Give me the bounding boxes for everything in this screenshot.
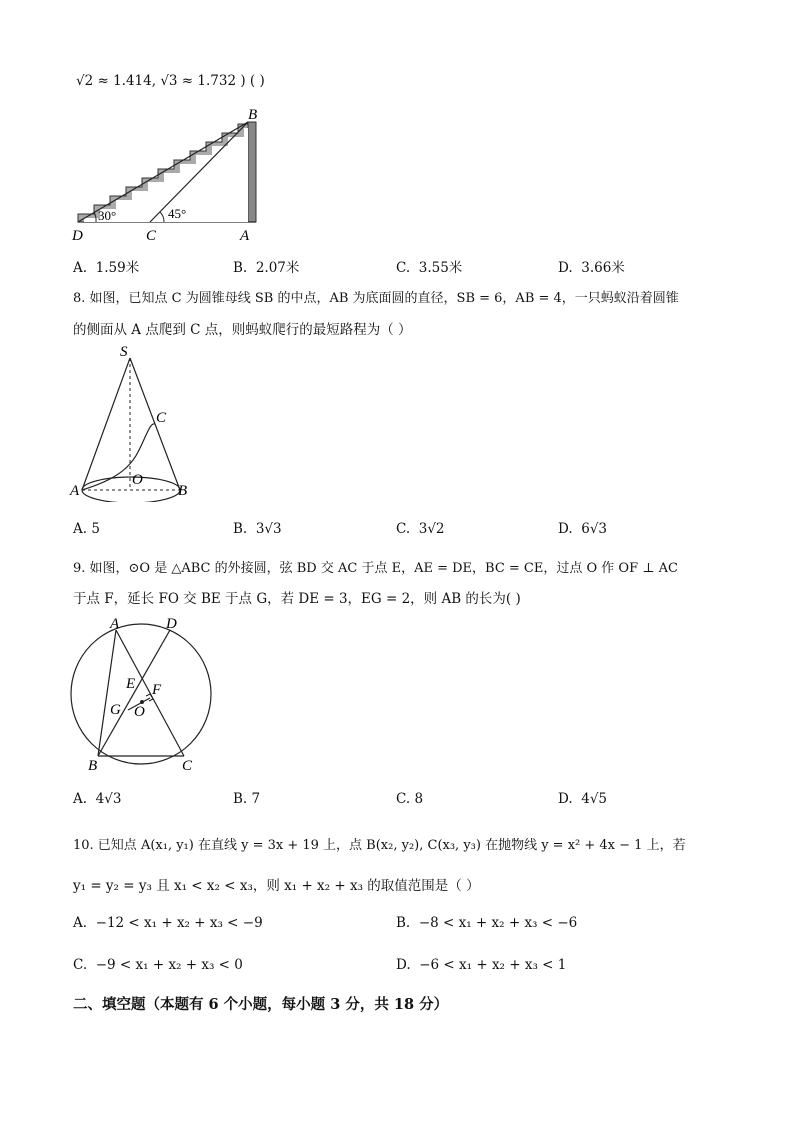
q7-option-c[interactable]: C. 3.55米 <box>396 260 463 276</box>
q9-side-AC <box>116 630 184 756</box>
q8-stem-line2: 的侧面从 A 点爬到 C 点，则蚂蚁爬行的最短路程为（ ） <box>73 322 412 338</box>
q9-label-O: O <box>134 704 145 720</box>
q7-wall <box>248 122 256 222</box>
q9-label-D: D <box>166 616 177 632</box>
q7-angle-30: 30° <box>98 208 117 223</box>
q7-label-A: A <box>240 228 250 244</box>
q7-option-a[interactable]: A. 1.59米 <box>73 260 140 276</box>
q10-option-a[interactable]: A. −12 < x₁ + x₂ + x₃ < −9 <box>73 915 263 931</box>
q9-label-F: F <box>152 682 162 698</box>
q9-label-C: C <box>182 758 193 774</box>
q7-option-b[interactable]: B. 2.07米 <box>233 260 300 276</box>
q8-label-C: C <box>156 410 167 426</box>
q8-option-a[interactable]: A. 5 <box>73 521 100 537</box>
q8-ant-path <box>82 424 155 490</box>
q10-option-c[interactable]: C. −9 < x₁ + x₂ + x₃ < 0 <box>73 957 243 973</box>
q9-stem-line1: 9. 如图，⊙O 是 △ABC 的外接圆，弦 BD 交 AC 于点 E，AE = DE，BC = CE，过点 O 作 OF ⊥ AC <box>73 561 678 576</box>
q10-stem-line1: 10. 已知点 A(x₁, y₁) 在直线 y = 3x + 19 上，点 B(x₂, y₂), C(x₃, y₃) 在抛物线 y = x² + 4x − 1 上，若 <box>73 838 686 853</box>
q8-option-b[interactable]: B. 3√3 <box>233 521 282 537</box>
q8-base-front <box>82 490 180 502</box>
q9-circumcircle <box>71 624 211 764</box>
q8-label-A: A <box>70 483 80 499</box>
q7-tail: √2 ≈ 1.414, √3 ≈ 1.732 ) ( ) <box>76 73 265 89</box>
q7-label-D: D <box>72 228 83 244</box>
q10-stem-line2: y₁ = y₂ = y₃ 且 x₁ < x₂ < x₃，则 x₁ + x₂ + x₃ 的取值范围是（ ） <box>73 878 480 894</box>
q8-label-S: S <box>120 344 128 360</box>
q7-label-B: B <box>248 107 258 123</box>
q9-label-B: B <box>88 758 98 774</box>
q9-option-d[interactable]: D. 4√5 <box>558 791 608 807</box>
q9-option-b[interactable]: B. 7 <box>233 791 261 807</box>
q8-stem-line1: 8. 如图，已知点 C 为圆锥母线 SB 的中点，AB 为底面圆的直径，SB = 6，AB = 4，一只蚂蚁沿着圆锥 <box>73 291 679 306</box>
q8-base-back <box>82 477 180 490</box>
section2-title: 二、填空题（本题有 6 个小题，每小题 3 分，共 18 分） <box>73 996 449 1013</box>
q7-stairs-figure <box>68 104 268 244</box>
q7-angle-45: 45° <box>168 206 187 221</box>
q8-option-c[interactable]: C. 3√2 <box>396 521 445 537</box>
q9-side-AB <box>98 630 116 756</box>
q8-option-d[interactable]: D. 6√3 <box>558 521 608 537</box>
q8-label-B: B <box>178 483 188 499</box>
q10-option-b[interactable]: B. −8 < x₁ + x₂ + x₃ < −6 <box>396 915 578 931</box>
q9-label-A: A <box>110 616 120 632</box>
q9-option-a[interactable]: A. 4√3 <box>73 791 122 807</box>
q8-cone-figure <box>68 342 208 502</box>
q9-stem-line2: 于点 F，延长 FO 交 BE 于点 G，若 DE = 3，EG = 2，则 AB 的长为( ) <box>73 591 521 607</box>
q7-label-C: C <box>146 228 157 244</box>
q8-label-O: O <box>132 472 143 488</box>
q10-option-d[interactable]: D. −6 < x₁ + x₂ + x₃ < 1 <box>396 957 567 973</box>
q9-label-G: G <box>110 702 121 718</box>
q7-option-d[interactable]: D. 3.66米 <box>558 260 625 276</box>
q9-label-E: E <box>126 676 136 692</box>
q9-option-c[interactable]: C. 8 <box>396 791 424 807</box>
q9-circle-figure <box>66 614 221 774</box>
